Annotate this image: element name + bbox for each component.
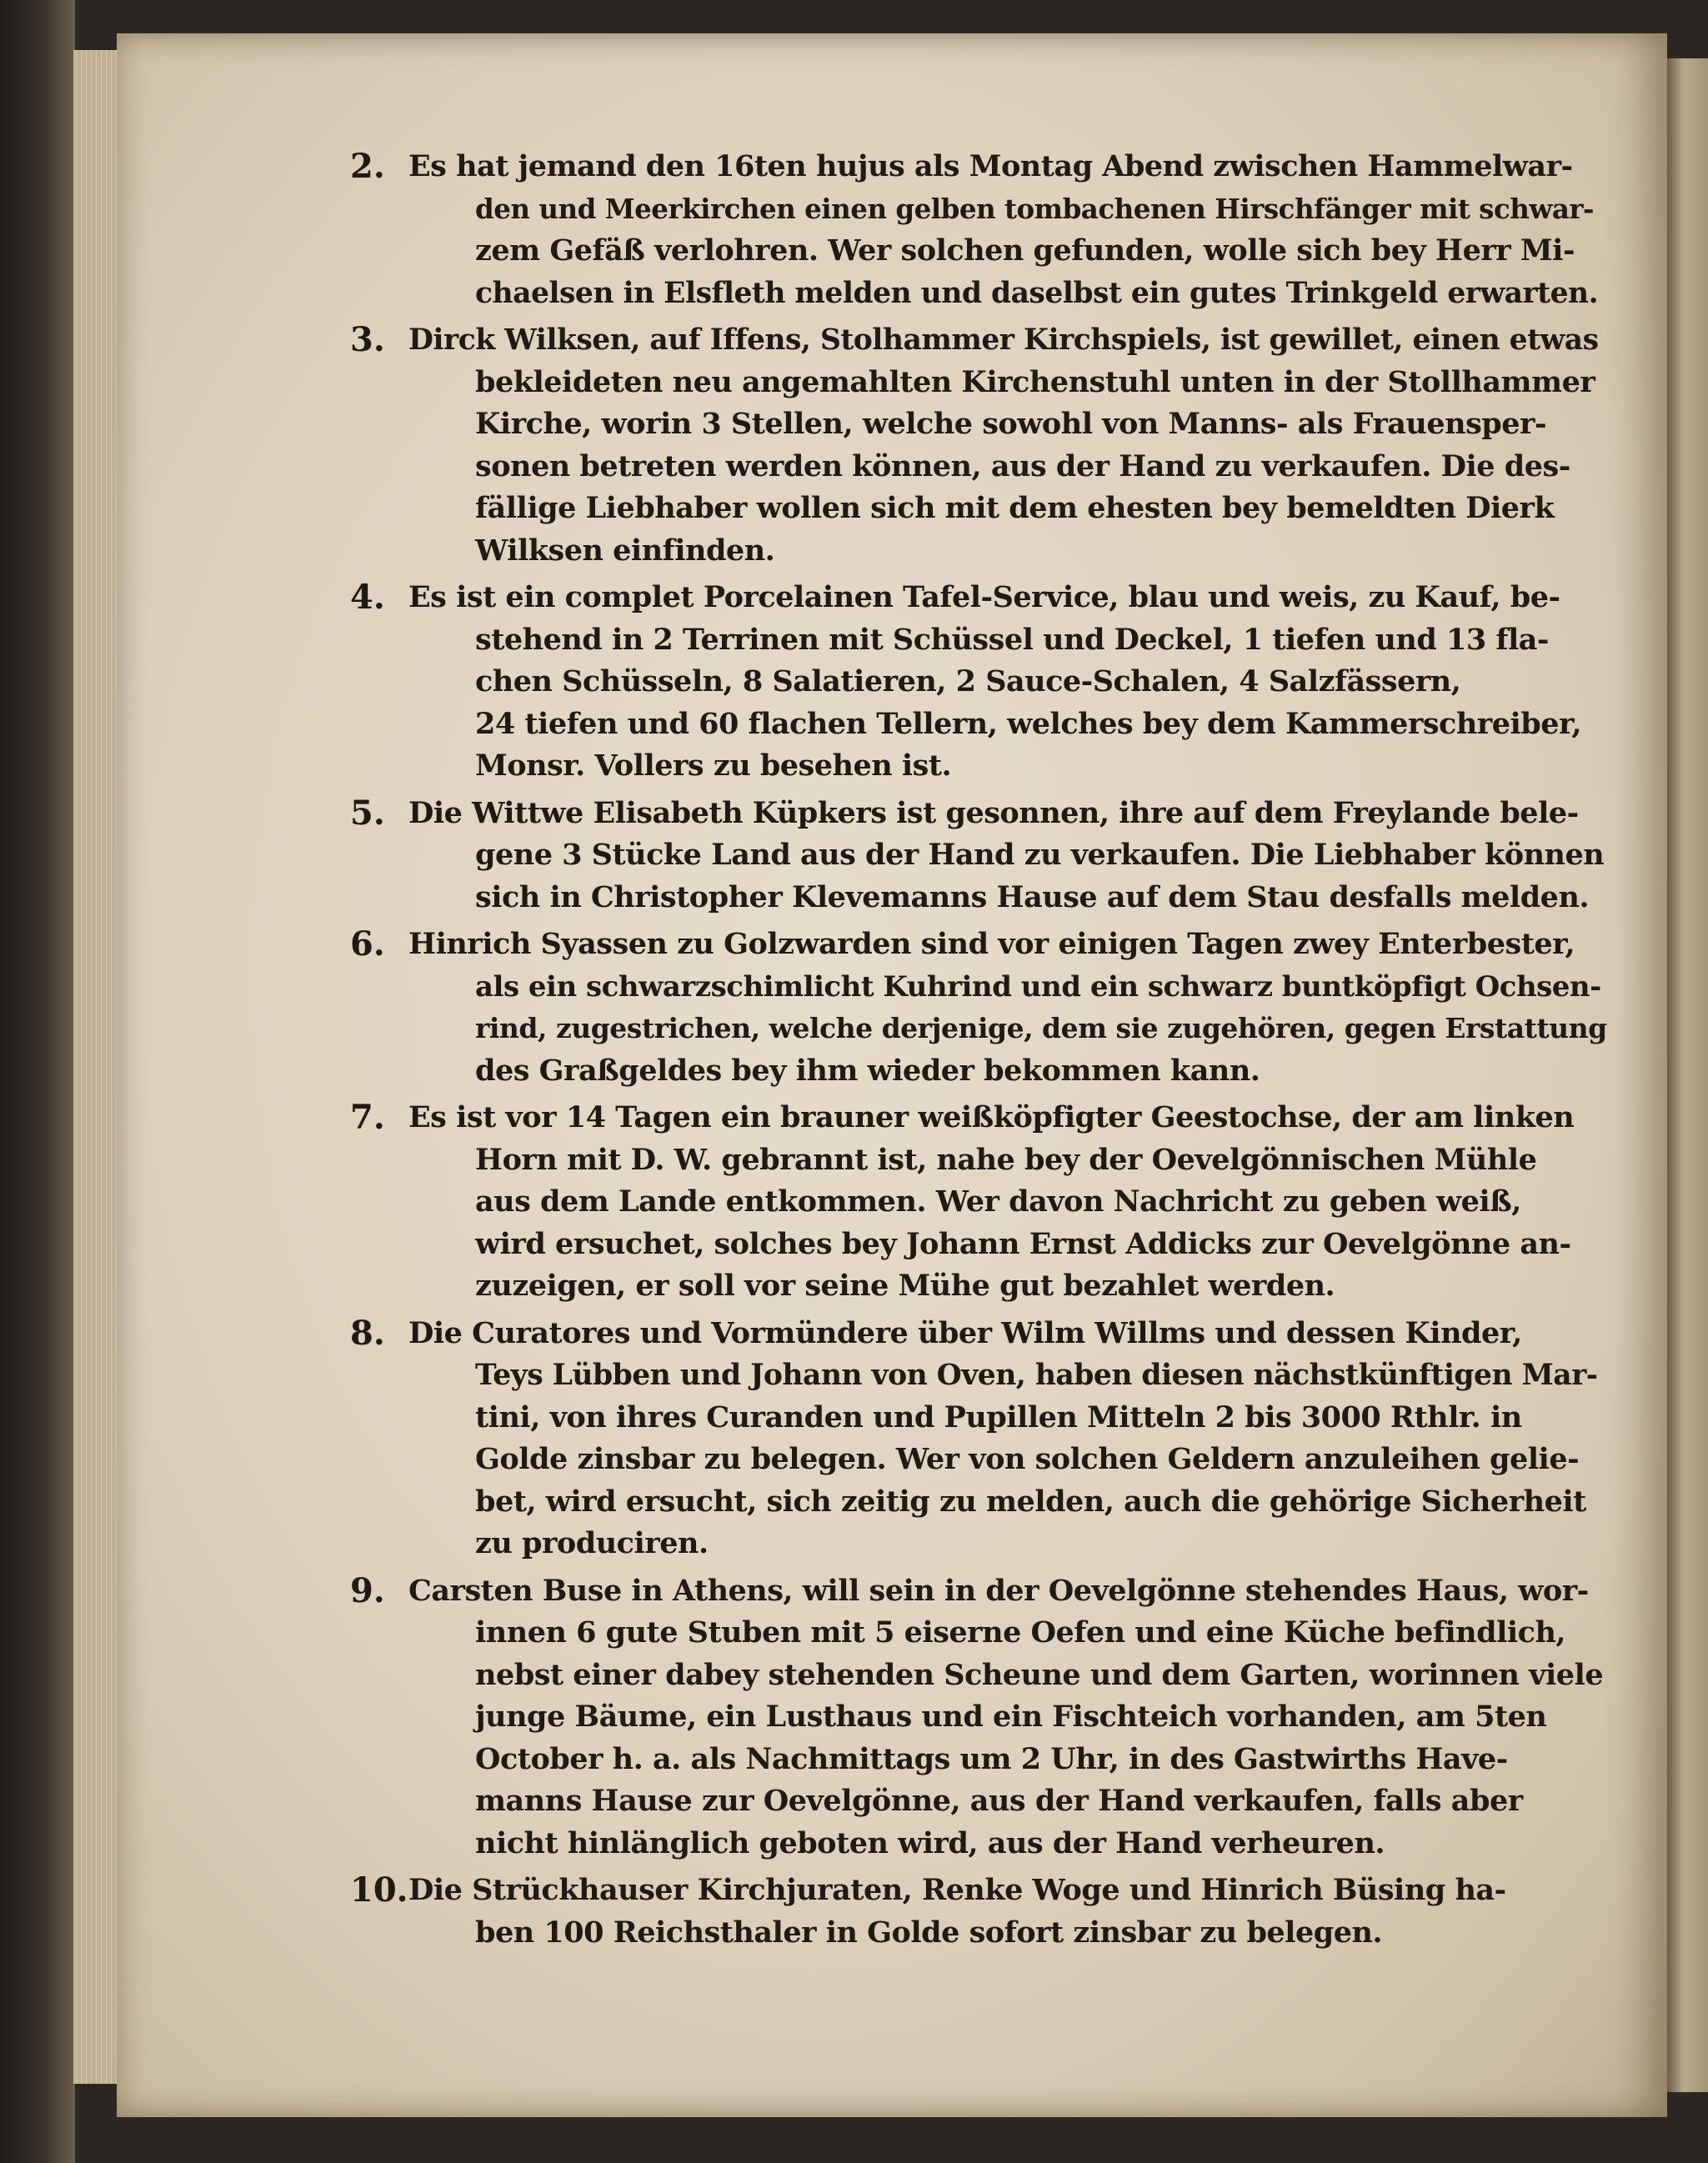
announcement-entry [350, 146, 1609, 314]
page-edges [73, 50, 122, 2084]
entry-line: Kirche, worin 3 Stellen, welche sowohl von Manns- als Frauensper- [475, 407, 1547, 441]
entry-line: Die Strückhauser Kirchjuraten, Renke Woge und Hinrich Büsing ha- [408, 1873, 1506, 1907]
entry-line: Teys Lübben und Johann von Oven, haben diesen nächstkünftigen Mar- [475, 1359, 1598, 1392]
entry-line: sich in Christopher Klevemanns Hause auf dem Stau desfalls melden. [475, 879, 1590, 914]
entry-line: 24 tiefen und 60 flachen Tellern, welches bey dem Kammerschreiber, [475, 706, 1582, 741]
entry-number: 5. [350, 793, 385, 833]
announcement-list [350, 146, 1609, 1959]
entry-line: aus dem Lande entkommen. Wer davon Nachricht zu geben weiß, [475, 1184, 1521, 1219]
entry-line: chaelsen in Elsfleth melden und daselbst ein gutes Trinkgeld erwarten. [475, 276, 1599, 310]
entry-line: sonen betreten werden können, aus der Hand zu verkaufen. Die des- [475, 448, 1570, 483]
entry-line: Es ist ein complet Porcelainen Tafel-Service, blau und weis, zu Kauf, be- [408, 580, 1560, 614]
entry-line: innen 6 gute Stuben mit 5 eiserne Oefen und eine Küche befindlich, [475, 1615, 1566, 1650]
entry-line: zuzeigen, er soll vor seine Mühe gut bezahlet werden. [475, 1269, 1335, 1303]
entry-line: chen Schüsseln, 8 Salatieren, 2 Sauce-Schalen, 4 Salzfässern, [475, 664, 1461, 698]
entry-line: ben 100 Reichsthaler in Golde sofort zinsbar zu belegen. [475, 1915, 1383, 1950]
entry-line: stehend in 2 Terrinen mit Schüssel und Deckel, 1 tiefen und 13 fla- [475, 622, 1549, 657]
entry-line: Wilksen einfinden. [475, 533, 775, 568]
facing-page-edge [1667, 58, 1708, 2092]
entry-line: wird ersuchet, solches bey Johann Ernst Addicks zur Oevelgönne an- [475, 1226, 1571, 1261]
entry-number: 8. [350, 1313, 385, 1353]
entry-line: Golde zinsbar zu belegen. Wer von solchen Geldern anzuleihen gelie- [475, 1442, 1580, 1476]
entry-line: des Graßgeldes bey ihm wieder bekommen kann. [475, 1053, 1260, 1088]
entry-number: 7. [350, 1098, 385, 1137]
announcement-entry [350, 1313, 1609, 1565]
entry-line: rind, zugestrichen, welche derjenige, dem sie zugehören, gegen Erstattung [475, 1012, 1607, 1044]
entry-line: den und Meerkirchen einen gelben tombachenen Hirschfänger mit schwar- [475, 192, 1595, 225]
entry-line: Es ist vor 14 Tagen ein brauner weißköpfigter Geestochse, der am linken [408, 1100, 1575, 1134]
entry-number: 6. [350, 924, 385, 964]
announcement-entry [350, 319, 1609, 572]
entry-line: tini, von ihres Curanden und Pupillen Mitteln 2 bis 3000 Rthlr. in [475, 1399, 1522, 1434]
entry-number: 10. [350, 1870, 408, 1910]
announcement-entry [350, 1570, 1609, 1865]
entry-line: Es hat jemand den 16ten hujus als Montag Abend zwischen Hammelwar- [408, 149, 1573, 183]
entry-line: Dirck Wilksen, auf Iffens, Stolhammer Kirchspiels, ist gewillet, einen etwas [408, 323, 1599, 357]
entry-line: Die Wittwe Elisabeth Küpkers ist gesonnen, ihre auf dem Freylande bele- [408, 795, 1579, 830]
entry-line: October h. a. als Nachmittags um 2 Uhr, in des Gastwirths Have- [475, 1741, 1508, 1776]
book-binding-shadow [0, 0, 75, 2163]
entry-line: nebst einer dabey stehenden Scheune und dem Garten, worinnen viele [475, 1657, 1604, 1692]
entry-line: zu produciren. [475, 1526, 709, 1560]
announcement-entry [350, 793, 1609, 919]
announcement-entry [350, 577, 1609, 788]
entry-line: Monsr. Vollers zu besehen ist. [475, 749, 952, 783]
entry-line: Die Curatores und Vormündere über Wilm Willms und dessen Kinder, [408, 1315, 1522, 1350]
announcement-entry [350, 1870, 1609, 1954]
entry-line: bet, wird ersucht, sich zeitig zu melden, auch die gehörige Sicherheit [475, 1484, 1586, 1519]
entry-line: Hinrich Syassen zu Golzwarden sind vor einigen Tagen zwey Enterbester, [408, 927, 1575, 961]
entry-line: als ein schwarzschimlicht Kuhrind und ein schwarz buntköpfigt Ochsen- [475, 969, 1601, 1004]
announcement-entry [350, 924, 1609, 1092]
entry-line: junge Bäume, ein Lusthaus und ein Fischteich vorhanden, am 5ten [475, 1700, 1547, 1734]
entry-number: 9. [350, 1570, 385, 1610]
entry-line: manns Hause zur Oevelgönne, aus der Hand verkaufen, falls aber [475, 1784, 1523, 1818]
entry-line: gene 3 Stücke Land aus der Hand zu verkaufen. Die Liebhaber können [475, 838, 1605, 872]
entry-line: zem Gefäß verlohren. Wer solchen gefunden, wolle sich bey Herr Mi- [475, 233, 1575, 268]
entry-number: 2. [350, 147, 385, 186]
entry-number: 3. [350, 320, 385, 359]
entry-line: nicht hinlänglich geboten wird, aus der Hand verheuren. [475, 1825, 1385, 1860]
announcement-entry [350, 1097, 1609, 1308]
entry-line: fällige Liebhaber wollen sich mit dem ehesten bey bemeldten Dierk [475, 491, 1555, 525]
entry-line: bekleideten neu angemahlten Kirchenstuhl unten in der Stollhammer [475, 364, 1595, 399]
entry-line: Carsten Buse in Athens, will sein in der Oevelgönne stehendes Haus, wor- [408, 1573, 1589, 1608]
entry-number: 4. [350, 578, 385, 617]
entry-line: Horn mit D. W. gebrannt ist, nahe bey der Oevelgönnischen Mühle [475, 1142, 1537, 1177]
